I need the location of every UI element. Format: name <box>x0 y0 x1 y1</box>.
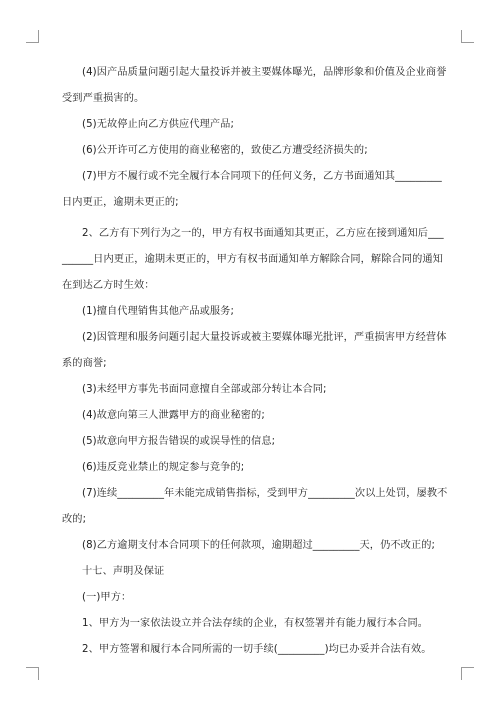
clause-1-item-5: (5)无故停止向乙方供应代理产品; <box>82 119 234 130</box>
party-a-statement-1: 1、甲方为一家依法设立并合法存续的企业，有权签署并有能力履行本合同。 <box>82 618 429 629</box>
clause-2-intro-cont-2: 在到达乙方时生效： <box>62 280 155 291</box>
clause-2-item-8: (8)乙方逾期支付本合同项下的任何款项，逾期超过_________天，仍不改正的; <box>82 540 436 551</box>
clause-1-item-4-cont: 受到严重损害的。 <box>62 93 145 104</box>
party-a-statement-2: 2、甲方签署和履行本合同所需的一切手续(_________)均已办妥并合法有效。 <box>82 644 432 655</box>
clause-1-item-6: (6)公开许可乙方使用的商业秘密的，致使乙方遭受经济损失的; <box>82 145 368 156</box>
clause-2-intro: 2、乙方有下列行为之一的，甲方有权书面通知其更正，乙方应在接到通知后___ <box>82 228 444 239</box>
clause-2-item-7-cont: 改的; <box>62 514 87 525</box>
party-a-heading: (一)甲方： <box>82 592 132 603</box>
clause-1-item-7: (7)甲方不履行或不完全履行本合同项下的任何义务，乙方书面通知其_________ <box>82 171 442 182</box>
crop-mark-top-right <box>461 30 474 43</box>
clause-2-item-2: (2)因管理和服务问题引起大量投诉或被主要媒体曝光批评，严重损害甲方经营体 <box>82 332 447 343</box>
clause-2-item-5: (5)故意向甲方报告错误的或误导性的信息; <box>82 436 276 447</box>
clause-1-item-4: (4)因产品质量问题引起大量投诉并被主要媒体曝光，品牌形象和价值及企业商誉 <box>82 67 447 78</box>
section-17-heading: 十七、声明及保证 <box>82 566 165 577</box>
document-body <box>62 60 448 663</box>
clause-1-item-7-cont: 日内更正，逾期未更正的; <box>62 197 179 208</box>
clause-2-item-1: (1)擅自代理销售其他产品或服务; <box>82 306 234 317</box>
clause-2-item-2-cont: 系的商誉; <box>62 358 107 369</box>
crop-mark-bottom-left <box>26 667 39 680</box>
clause-2-intro-cont-1: ______日内更正，逾期未更正的，甲方有权书面通知单方解除合同，解除合同的通知 <box>62 254 443 265</box>
crop-mark-bottom-right <box>461 667 474 680</box>
crop-mark-top-left <box>26 30 39 43</box>
clause-2-item-7: (7)连续_________年未能完成销售指标，受到甲方_________次以上处罚，屡教不 <box>82 488 448 499</box>
clause-2-item-4: (4)故意向第三人泄露甲方的商业秘密的; <box>82 410 265 421</box>
clause-2-item-3: (3)未经甲方事先书面同意擅自全部或部分转让本合同; <box>82 384 327 395</box>
clause-2-item-6: (6)违反竞业禁止的规定参与竞争的; <box>82 462 245 473</box>
